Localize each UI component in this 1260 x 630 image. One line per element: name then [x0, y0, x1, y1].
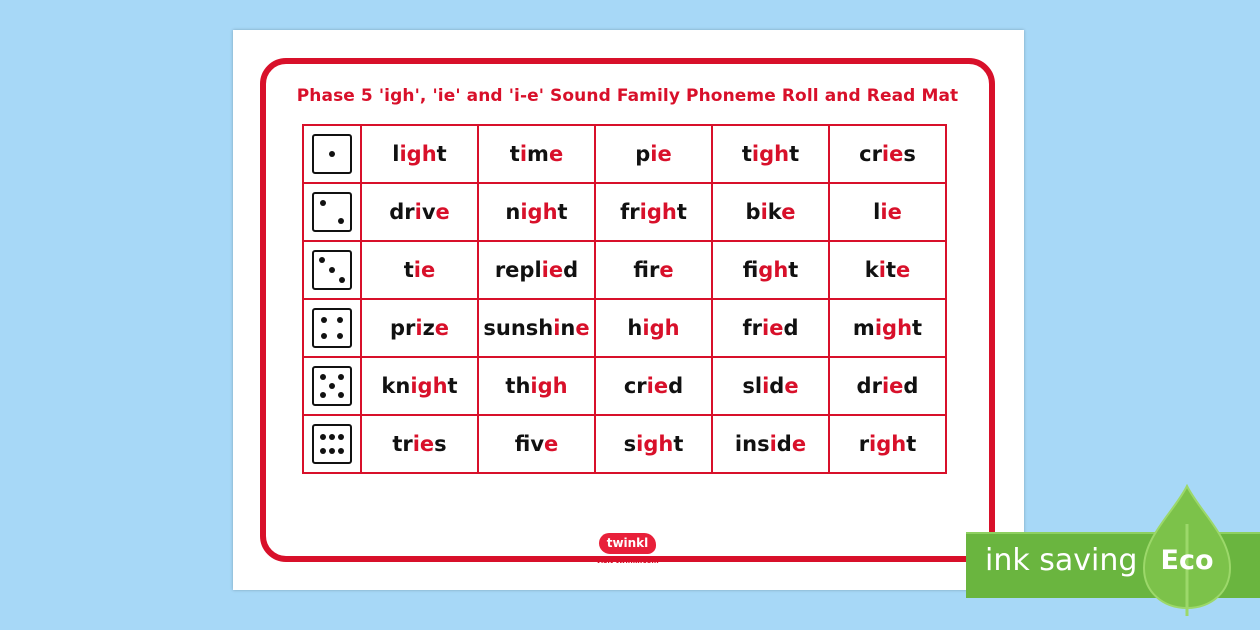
word: thigh — [505, 374, 568, 398]
word-cell — [712, 125, 829, 183]
die-cell — [303, 299, 361, 357]
die-pip — [329, 448, 335, 454]
die-pip — [320, 434, 326, 440]
word: fre — [633, 258, 674, 282]
word: time — [509, 142, 564, 166]
grid-row — [303, 241, 946, 299]
die-pip — [320, 200, 326, 206]
word-cell — [829, 415, 946, 473]
die-pip — [321, 317, 327, 323]
word: tight — [741, 142, 800, 166]
word: prize — [389, 316, 450, 340]
die-pip — [329, 267, 335, 273]
twinkl-url: visit twinkl.com — [596, 557, 659, 565]
word-cell — [478, 415, 595, 473]
word: dried — [856, 374, 919, 398]
die-pip — [320, 448, 326, 454]
word: fried — [742, 316, 799, 340]
word-cell — [712, 241, 829, 299]
word: night — [505, 200, 568, 224]
die-pip — [338, 392, 344, 398]
word: pie — [635, 142, 672, 166]
word: knight — [381, 374, 458, 398]
die-cell — [303, 125, 361, 183]
word-cell — [361, 125, 478, 183]
word-cell — [361, 357, 478, 415]
roll-and-read-grid — [302, 124, 947, 474]
word-cell — [595, 241, 712, 299]
word-cell — [478, 299, 595, 357]
die-pip — [338, 434, 344, 440]
word-cell — [478, 183, 595, 241]
word: replied — [494, 258, 579, 282]
twinkl-logo — [266, 532, 989, 565]
word-cell — [829, 299, 946, 357]
twinkl-logo-badge: twinkl — [599, 533, 657, 554]
word-cell — [361, 241, 478, 299]
word: right — [858, 432, 917, 456]
die-face-6-icon — [312, 424, 352, 464]
word-cell — [478, 125, 595, 183]
die-pip — [337, 333, 343, 339]
grid-row — [303, 357, 946, 415]
die-cell — [303, 357, 361, 415]
page-title: Phase 5 'igh', 'ie' and 'i-e' Sound Family Phoneme Roll and Read Mat — [296, 86, 959, 106]
word: high — [627, 316, 680, 340]
word: cries — [859, 142, 916, 166]
word-cell — [829, 241, 946, 299]
word: slide — [742, 374, 799, 398]
die-pip — [320, 392, 326, 398]
die-cell — [303, 183, 361, 241]
word-cell — [829, 183, 946, 241]
word: tries — [392, 432, 447, 456]
grid-row — [303, 415, 946, 473]
die-face-3-icon — [312, 250, 352, 290]
die-pip — [339, 277, 345, 283]
word-cell — [478, 357, 595, 415]
word: fright — [620, 200, 687, 224]
word-cell — [361, 415, 478, 473]
die-pip — [329, 434, 335, 440]
word-cell — [478, 241, 595, 299]
word-cell — [829, 357, 946, 415]
word: lie — [873, 200, 902, 224]
word-cell — [595, 125, 712, 183]
die-pip — [319, 257, 325, 263]
word-cell — [595, 183, 712, 241]
die-face-4-icon — [312, 308, 352, 348]
word: drive — [389, 200, 450, 224]
die-cell — [303, 415, 361, 473]
die-pip — [321, 333, 327, 339]
die-pip — [338, 448, 344, 454]
word: inside — [734, 432, 807, 456]
word-cell — [712, 415, 829, 473]
word: light — [392, 142, 447, 166]
die-pip — [338, 374, 344, 380]
word-cell — [712, 183, 829, 241]
word: sight — [623, 432, 684, 456]
word: kite — [864, 258, 911, 282]
word: fve — [514, 432, 559, 456]
die-pip — [329, 151, 335, 157]
die-face-2-icon — [312, 192, 352, 232]
worksheet-page — [233, 30, 1024, 590]
word-cell — [829, 125, 946, 183]
die-pip — [338, 218, 344, 224]
word-cell — [361, 183, 478, 241]
die-face-5-icon — [312, 366, 352, 406]
word: sunshine — [483, 316, 590, 340]
die-cell — [303, 241, 361, 299]
mat-frame — [260, 58, 995, 565]
word-cell — [712, 299, 829, 357]
die-pip — [320, 374, 326, 380]
word: bike — [745, 200, 796, 224]
eco-label: Eco — [1160, 545, 1214, 576]
ink-saving-label: ink saving — [985, 543, 1138, 578]
die-pip — [329, 383, 335, 389]
word-cell — [361, 299, 478, 357]
word: might — [852, 316, 923, 340]
word-cell — [595, 357, 712, 415]
grid-row — [303, 299, 946, 357]
grid-row — [303, 183, 946, 241]
word: tie — [403, 258, 436, 282]
grid-row — [303, 125, 946, 183]
word-cell — [595, 299, 712, 357]
word: cried — [623, 374, 684, 398]
word-cell — [595, 415, 712, 473]
word: fght — [742, 258, 799, 282]
die-pip — [337, 317, 343, 323]
word-cell — [712, 357, 829, 415]
die-face-1-icon — [312, 134, 352, 174]
